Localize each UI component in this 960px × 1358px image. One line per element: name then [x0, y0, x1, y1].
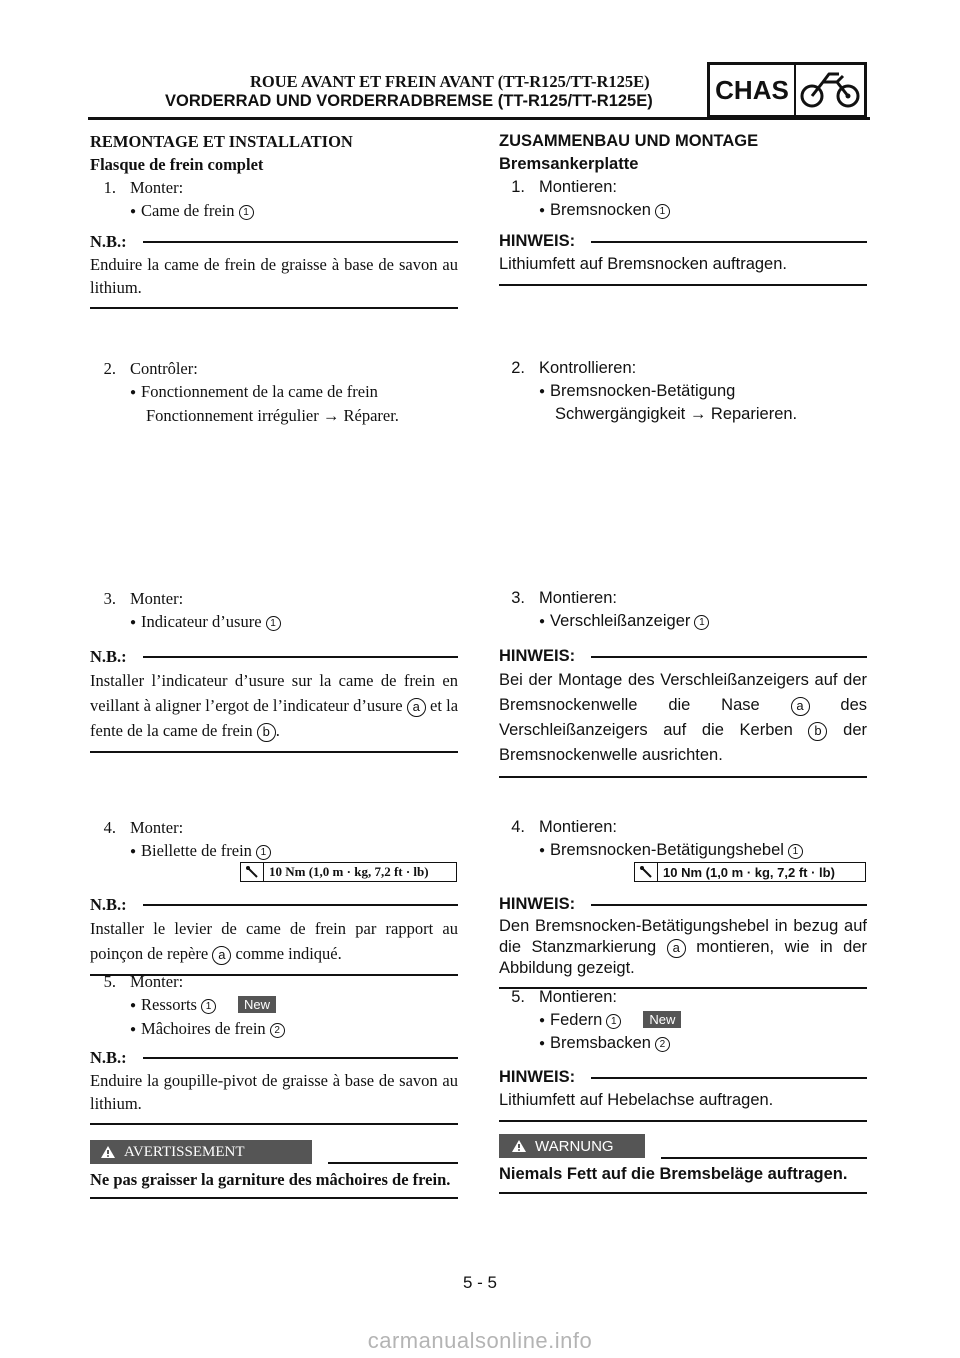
note-text-a: Bei der Montage des Verschleißanzeigers auf der Bremsnockenwelle die Nase [499, 671, 867, 714]
step-number: 3. [511, 589, 525, 607]
note-title-text: HINWEIS: [499, 895, 576, 913]
de-step-2 [499, 357, 867, 426]
ref-1: 1 [239, 205, 254, 220]
note-body [499, 668, 867, 768]
step-action: Contrôler: [130, 359, 198, 378]
note-rule [591, 656, 867, 658]
de-note-4 [499, 893, 867, 989]
de-subheading: Bremsankerplatte [499, 155, 639, 173]
note-body [90, 916, 458, 966]
note-title [499, 893, 867, 916]
note-title [90, 230, 458, 253]
warning-end-rule [90, 1197, 458, 1199]
warning-label-text: AVERTISSEMENT [124, 1143, 245, 1160]
ref-1: 1 [655, 204, 670, 219]
fr-torque-spec [240, 862, 457, 882]
fr-note-3 [90, 645, 458, 753]
ref-1: 1 [694, 615, 709, 630]
note-body [90, 668, 458, 743]
torque-wrench-icon [635, 863, 658, 881]
note-body [499, 916, 867, 979]
note-title-text: HINWEIS: [499, 232, 576, 250]
torque-wrench-icon [241, 863, 264, 881]
step-number: 4. [511, 818, 525, 836]
fr-subheading: Flasque de frein complet [90, 155, 264, 174]
item-label: Bremsbacken [550, 1034, 651, 1052]
de-step-4 [499, 816, 867, 862]
warning-triangle-icon [100, 1145, 116, 1159]
torque-value: 10 Nm (1,0 m · kg, 7,2 ft · lb) [269, 864, 429, 879]
note-text-b: des Verschleißanzeigers auf die Kerben [499, 696, 867, 739]
note-title-text: N.B.: [90, 647, 127, 666]
ref-1: 1 [201, 999, 216, 1014]
note-body: Enduire la came de frein de graisse à base de savon au lithium. [90, 255, 458, 297]
note-title [499, 645, 867, 668]
step-action: Monter: [130, 818, 184, 837]
note-rule [143, 904, 458, 906]
step-action: Monter: [130, 589, 184, 608]
step-number: 3. [103, 589, 116, 608]
note-text-a: Installer le levier de came de frein par rapport au poinçon de repère [90, 919, 458, 963]
fr-warning [90, 1168, 458, 1199]
step-action: Monter: [130, 972, 184, 991]
de-section-heading: ZUSAMMENBAU UND MONTAGE [499, 132, 759, 150]
step-number: 5. [511, 988, 525, 1006]
fr-step-5 [90, 970, 458, 1041]
page-number: 5 - 5 [462, 1273, 498, 1292]
ref-b: b [257, 723, 276, 742]
fr-section-heading-block [90, 130, 458, 223]
step-item [90, 610, 458, 634]
item-label: Bremsnocken-Betätigungshebel [550, 841, 784, 859]
step-item: ● Fonctionnement de la came de frein [90, 380, 458, 404]
note-text-b: et la fente de la came de frein [90, 696, 459, 740]
step-item-1 [499, 1009, 867, 1032]
note-title [90, 1046, 458, 1069]
torque-value: 10 Nm (1,0 m · kg, 7,2 ft · lb) [663, 864, 835, 880]
fr-step-1 [90, 176, 458, 199]
note-title-text: N.B.: [90, 232, 127, 251]
warning-body: Ne pas graisser la garniture des mâchoires de frein. [90, 1170, 451, 1189]
item-label: Federn [550, 1011, 603, 1029]
fr-note-1 [90, 230, 458, 309]
step-item: ● Bremsnocken-Betätigung [499, 380, 867, 403]
note-text-b: montieren, wie in der Abbildung gezeigt. [499, 938, 868, 977]
warning-label [499, 1134, 645, 1158]
step-action: Montieren: [539, 178, 617, 196]
ref-a: a [407, 698, 426, 717]
de-step-5 [499, 986, 867, 1055]
section-badge-label: CHAS [710, 65, 796, 115]
step-number: 2. [511, 359, 525, 377]
note-rule [591, 241, 867, 243]
step-number: 4. [103, 818, 116, 837]
header-title-fr: ROUE AVANT ET FREIN AVANT (TT-R125/TT-R125E) [250, 72, 650, 91]
step-action: Montieren: [539, 988, 617, 1006]
item-label: Came de frein [141, 201, 235, 220]
de-section-heading-block [499, 130, 867, 222]
warning-rule [661, 1157, 867, 1159]
note-body: Lithiumfett auf Bremsnocken auftragen. [499, 255, 787, 273]
note-title [90, 893, 458, 916]
ref-1: 1 [788, 844, 803, 859]
note-end-rule [499, 284, 867, 286]
step-item-2 [90, 1017, 458, 1041]
item-label: Verschleißanzeiger [550, 612, 691, 630]
note-title [499, 230, 867, 253]
de-torque-spec [634, 862, 866, 882]
note-title [499, 1066, 867, 1089]
note-body: Lithiumfett auf Hebelachse auftragen. [499, 1091, 774, 1109]
step-item-1 [90, 993, 458, 1017]
warning-rule [328, 1162, 458, 1164]
step-action: Montieren: [539, 818, 617, 836]
ref-2: 2 [655, 1037, 670, 1052]
note-title [90, 645, 458, 668]
de-note-1 [499, 230, 867, 286]
fr-step-4 [90, 816, 458, 863]
note-rule [143, 241, 458, 243]
fr-step-2 [90, 357, 458, 427]
note-text-end: der Bremsnockenwelle ausrichten. [499, 721, 867, 764]
note-title-text: HINWEIS: [499, 647, 576, 665]
note-title-text: N.B.: [90, 1048, 127, 1067]
note-title-text: HINWEIS: [499, 1068, 576, 1086]
ref-1: 1 [256, 845, 271, 860]
ref-2: 2 [270, 1023, 285, 1038]
step-action: Kontrollieren: [539, 359, 637, 377]
ref-b: b [808, 722, 827, 741]
note-rule [143, 656, 458, 658]
step-number: 5. [103, 972, 116, 991]
step-action: Monter: [130, 178, 184, 197]
fr-step-3 [90, 587, 458, 634]
ref-1: 1 [266, 616, 281, 631]
item-label: Bremsnocken [550, 201, 651, 219]
item-label: Ressorts [141, 995, 197, 1014]
fr-note-4 [90, 893, 458, 976]
de-warning [499, 1163, 867, 1194]
de-warning-header [499, 1133, 867, 1159]
note-rule [591, 1077, 867, 1079]
fr-note-5 [90, 1046, 458, 1125]
step-number: 2. [103, 359, 116, 378]
note-body: Enduire la goupille-pivot de graisse à base de savon au lithium. [90, 1071, 458, 1113]
note-end-rule [90, 751, 458, 753]
step-item-2 [499, 1032, 867, 1055]
note-rule [143, 1057, 458, 1059]
step-item [499, 610, 867, 633]
warning-end-rule [499, 1192, 867, 1194]
de-step-1 [499, 176, 867, 199]
ref-a: a [791, 697, 810, 716]
item-label: Mâchoires de frein [141, 1019, 266, 1038]
note-text-b: comme indiqué. [235, 944, 342, 963]
watermark: carmanualsonline.info [367, 1328, 593, 1353]
fr-section-heading: REMONTAGE ET INSTALLATION [90, 132, 353, 151]
note-end-rule [90, 1123, 458, 1125]
ref-a: a [667, 939, 686, 958]
step-number: 1. [511, 178, 525, 196]
step-detail: Schwergängigkeit → Reparieren. [555, 405, 798, 423]
de-note-5 [499, 1066, 867, 1122]
warning-body: Niemals Fett auf die Bremsbeläge auftragen. [499, 1165, 848, 1183]
new-badge: New [238, 996, 276, 1013]
ref-a: a [212, 946, 231, 965]
warning-label [90, 1140, 312, 1164]
item-label: Biellette de frein [141, 841, 252, 860]
note-text-end: . [275, 721, 280, 740]
fr-warning-header [90, 1140, 458, 1164]
note-text-a: Den Bremsnocken-Betätigungshebel in bezug auf die Stanzmarkierung [499, 917, 867, 956]
de-step-1-item [499, 199, 867, 222]
step-detail: Fonctionnement irrégulier → Réparer. [146, 406, 399, 425]
fr-step-1-item [90, 199, 458, 223]
warning-label-text: WARNUNG [535, 1137, 614, 1155]
step-number: 1. [103, 178, 116, 197]
item-label: Indicateur d’usure [141, 612, 262, 631]
note-text-a: Installer l’indicateur d’usure sur la came de frein en veillant à aligner l’ergot de l’indicateur d’usure [90, 671, 458, 715]
note-end-rule [499, 776, 867, 778]
note-end-rule [499, 1120, 867, 1122]
section-badge [707, 62, 867, 118]
ref-1: 1 [606, 1014, 621, 1029]
de-step-3 [499, 587, 867, 633]
new-badge: New [643, 1011, 681, 1028]
step-item [499, 839, 867, 862]
step-action: Montieren: [539, 589, 617, 607]
de-note-3 [499, 645, 867, 778]
step-item [90, 839, 458, 863]
warning-triangle-icon [511, 1139, 527, 1153]
motorcycle-icon [796, 65, 864, 115]
header-title-de: VORDERRAD UND VORDERRADBREMSE (TT-R125/TT-R125E) [165, 92, 653, 110]
note-title-text: N.B.: [90, 895, 127, 914]
note-rule [591, 904, 867, 906]
note-end-rule [90, 307, 458, 309]
